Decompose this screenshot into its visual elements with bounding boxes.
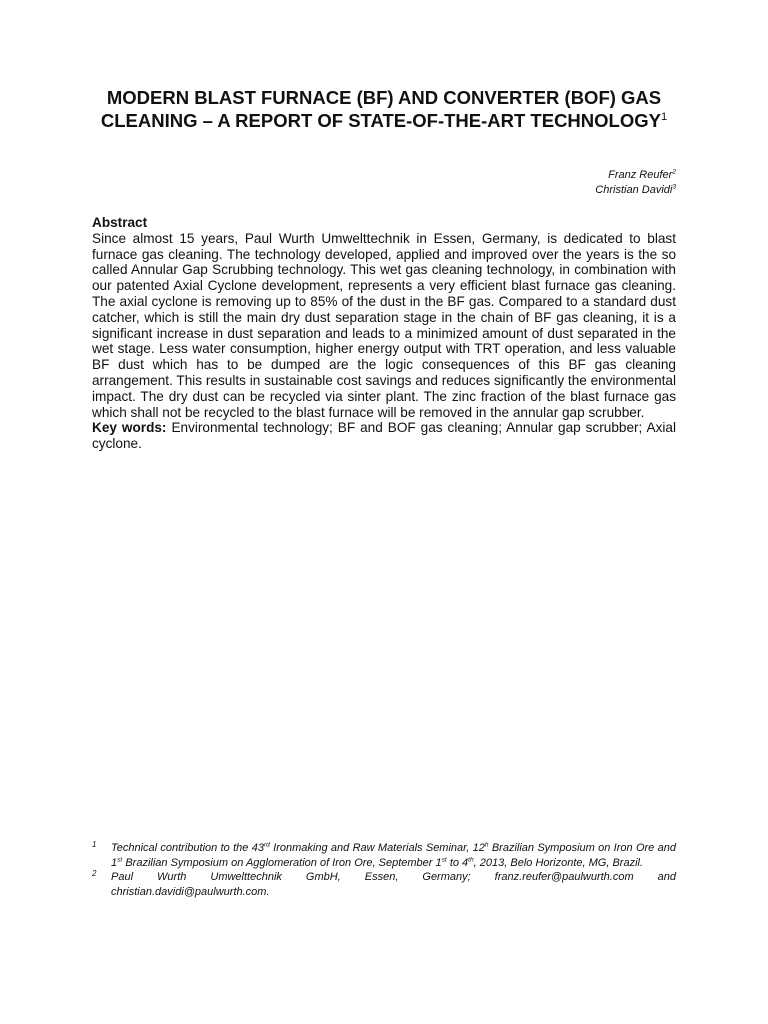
footnote-mark: 2 <box>92 869 97 878</box>
ordinal-suffix: rd <box>263 841 270 849</box>
abstract-heading: Abstract <box>92 215 148 230</box>
footnote-text: Ironmaking and Raw Materials Seminar, 12 <box>269 842 485 854</box>
ordinal-suffix: h <box>484 841 489 849</box>
author-footnote-ref: 3 <box>672 183 676 191</box>
ordinal-suffix: st <box>117 855 123 863</box>
footnote-text: Paul Wurth Umwelttechnik GmbH, Essen, Germany; franz.reufer@paulwurth.com and christian.davidi@paulwurth.com. <box>111 871 676 898</box>
author-name: Christian Davidi <box>595 184 673 196</box>
keywords-label: Key words: <box>92 420 167 436</box>
footnote-text: Brazilian Symposium on Agglomeration of Iron Ore, September 1 <box>122 856 442 869</box>
ordinal-suffix: th <box>468 855 474 863</box>
footnote-text: , 2013, Belo Horizonte, MG, Brazil. <box>473 856 644 869</box>
footnote-1 <box>92 841 676 870</box>
keywords <box>92 420 676 452</box>
author-2 <box>595 183 676 198</box>
author-footnote-ref: 2 <box>672 168 676 176</box>
paper-title-text: MODERN BLAST FURNACE (BF) AND CONVERTER (BOF) GAS CLEANING – A REPORT OF STATE-OF-THE-ART TECHNOLOGY <box>100 87 662 131</box>
author-1 <box>595 168 676 183</box>
author-list <box>595 168 676 198</box>
footnote-text: to 4 <box>446 856 469 869</box>
ordinal-suffix: st <box>441 855 447 863</box>
footnote-text: Brazilian Symposium on Iron Ore and 1 <box>111 842 676 869</box>
keywords-text: Environmental technology; BF and BOF gas cleaning; Annular gap scrubber; Axial cyclone. <box>92 420 676 452</box>
footnote-mark: 1 <box>92 840 97 849</box>
abstract-body: Since almost 15 years, Paul Wurth Umwelttechnik in Essen, Germany, is dedicated to blast furnace gas cleaning. The technology developed, applied and improved over the years is the so called Annular Gap Scrubbing technology. This wet gas cleaning technology, in combination with our patented Axial Cyclone development, represents a very efficient blast furnace gas cleaning. The axial cyclone is removing up to 85% of the dust in the BF gas. Compared to a standard dust catcher, which is still the main dry dust separation stage in the chain of BF gas cleaning, it is a significant increase in dust separation and leads to a minimized amount of dust separated in the wet stage. Less water consumption, higher energy output with TRT operation, and less valuable BF dust which has to be dumped are the logic consequences of this BF gas cleaning arrangement. This results in sustainable cost savings and reduces significantly the environmental impact. The dry dust can be recycled via sinter plant. The zinc fraction of the blast furnace gas which shall not be recycled to the blast furnace will be removed in the annular gap scrubber. <box>92 230 676 420</box>
title-footnote-ref: 1 <box>660 110 668 123</box>
abstract-section <box>92 215 676 452</box>
footnotes <box>92 841 676 899</box>
paper-title <box>92 86 676 132</box>
author-name: Franz Reufer <box>608 169 673 181</box>
footnote-2 <box>92 870 676 899</box>
footnote-text: Technical contribution to the 43 <box>111 842 264 854</box>
